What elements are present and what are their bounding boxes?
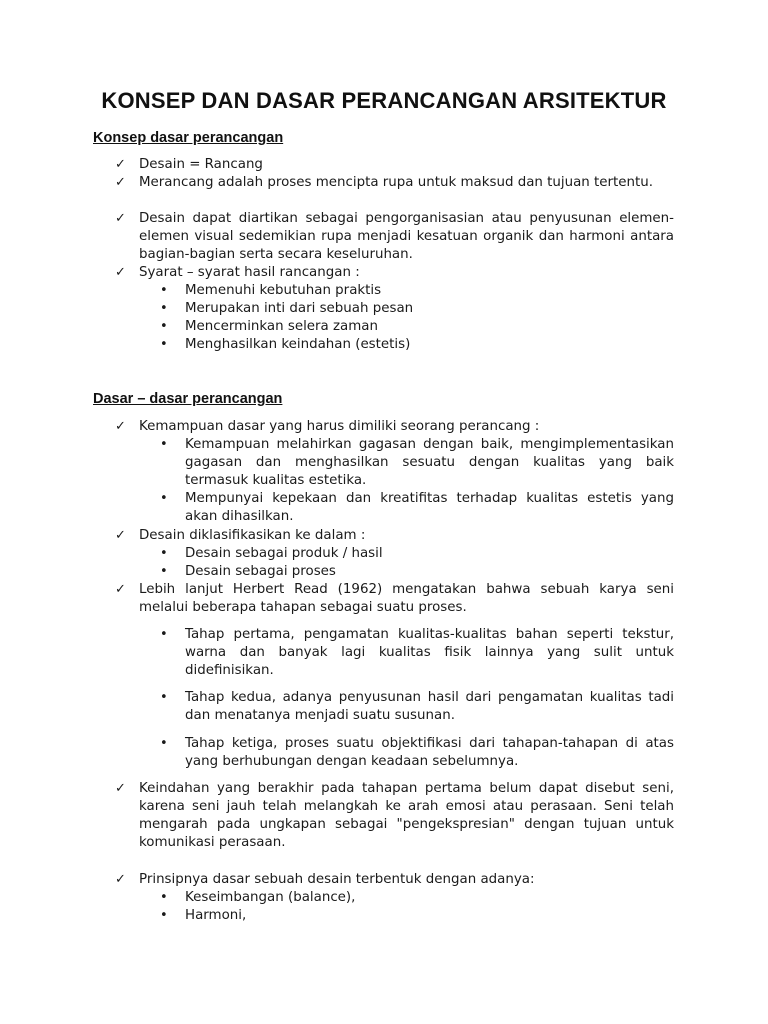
check-icon: ✓ xyxy=(115,175,126,190)
bullet-icon: • xyxy=(160,491,168,506)
bullet-icon: • xyxy=(160,319,168,334)
check-icon: ✓ xyxy=(115,781,126,796)
sub-list-item: Menghasilkan keindahan (estetis) xyxy=(185,337,411,352)
bullet-icon: • xyxy=(160,437,168,452)
list-item: Prinsipnya dasar sebuah desain terbentuk dengan adanya: xyxy=(139,872,535,887)
list-item: Lebih lanjut Herbert Read (1962) mengatakan bahwa sebuah karya seni melalui beberapa tahapan sebagai suatu proses. xyxy=(139,582,674,615)
check-icon: ✓ xyxy=(115,211,126,226)
sub-list-item: Desain sebagai produk / hasil xyxy=(185,546,383,561)
sub-list-item: Mempunyai kepekaan dan kreatifitas terhadap kualitas estetis yang akan dihasilkan. xyxy=(185,491,674,524)
list-item: Keindahan yang berakhir pada tahapan pertama belum dapat disebut seni, karena seni jauh telah melangkah ke arah emosi atau perasaan. Seni telah mengarah pada ungkapan sebagai "pengekspresian" dengan tujuan untuk komunikasi perasaan. xyxy=(139,781,674,850)
bullet-icon: • xyxy=(160,546,168,561)
sub-list-item: Desain sebagai proses xyxy=(185,564,336,579)
bullet-icon: • xyxy=(160,301,168,316)
bullet-icon: • xyxy=(160,283,168,298)
list-item: Desain diklasifikasikan ke dalam : xyxy=(139,528,366,543)
list-item: Desain dapat diartikan sebagai pengorganisasian atau penyusunan elemen-elemen visual sedemikian rupa menjadi kesatuan organik dan harmoni antara bagian-bagian serta secara keseluruhan. xyxy=(139,211,674,262)
list-item: Syarat – syarat hasil rancangan : xyxy=(139,265,360,280)
sub-list-item: Tahap ketiga, proses suatu objektifikasi dari tahapan-tahapan di atas yang berhubungan dengan keadaan sebelumnya. xyxy=(185,736,674,769)
section-heading-konsep: Konsep dasar perancangan xyxy=(93,130,284,146)
bullet-icon: • xyxy=(160,337,168,352)
check-icon: ✓ xyxy=(115,582,126,597)
sub-list-item: Kemampuan melahirkan gagasan dengan baik, mengimplementasikan gagasan dan menghasilkan sesuatu dengan kualitas yang baik termasuk kualitas estetika. xyxy=(185,437,674,488)
sub-list-item: Memenuhi kebutuhan praktis xyxy=(185,283,382,298)
bullet-icon: • xyxy=(160,908,168,923)
check-icon: ✓ xyxy=(115,157,126,172)
bullet-icon: • xyxy=(160,890,168,905)
sub-list-item: Keseimbangan (balance), xyxy=(185,890,356,905)
document-title: KONSEP DAN DASAR PERANCANGAN ARSITEKTUR xyxy=(101,88,667,113)
sub-list-item: Mencerminkan selera zaman xyxy=(185,319,378,334)
sub-list-item: Merupakan inti dari sebuah pesan xyxy=(185,301,414,316)
bullet-icon: • xyxy=(160,736,168,751)
check-icon: ✓ xyxy=(115,528,126,543)
sub-list-item: Tahap pertama, pengamatan kualitas-kualitas bahan seperti tekstur, warna dan banyak lagi kualitas fisik lainnya yang sulit untuk didefinisikan. xyxy=(185,627,674,678)
bullet-icon: • xyxy=(160,690,168,705)
check-icon: ✓ xyxy=(115,872,126,887)
check-icon: ✓ xyxy=(115,265,126,280)
list-item: Merancang adalah proses mencipta rupa untuk maksud dan tujuan tertentu. xyxy=(139,175,654,190)
list-item: Desain = Rancang xyxy=(139,157,263,172)
sub-list-item: Harmoni, xyxy=(185,908,247,923)
sub-list-item: Tahap kedua, adanya penyusunan hasil dari pengamatan kualitas tadi dan menatanya menjadi suatu susunan. xyxy=(185,690,674,723)
section-heading-dasar: Dasar – dasar perancangan xyxy=(93,391,283,407)
check-icon: ✓ xyxy=(115,419,126,434)
list-item: Kemampuan dasar yang harus dimiliki seorang perancang : xyxy=(139,419,540,434)
bullet-icon: • xyxy=(160,564,168,579)
bullet-icon: • xyxy=(160,627,168,642)
